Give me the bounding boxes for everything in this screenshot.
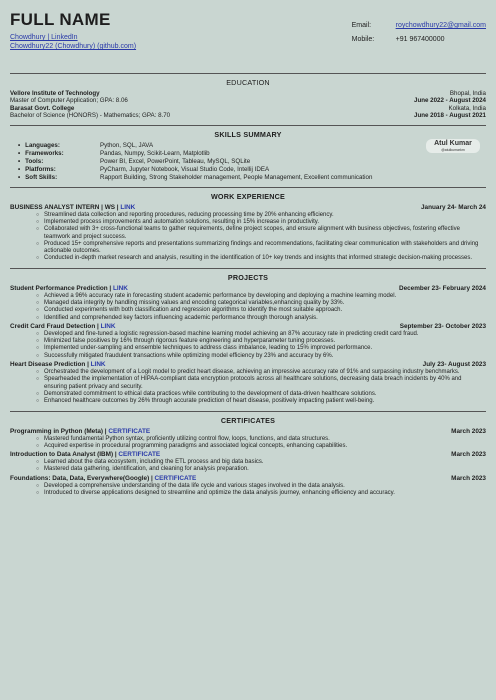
bullet-item: ○ Mastered fundamental Python syntax, proficiently utilizing control flow, loops, functions, and data structures.: [44, 436, 486, 443]
experience-heading: WORK EXPERIENCE: [10, 187, 486, 201]
skill-category: • Platforms:: [18, 166, 100, 174]
certificate-entry-header: [10, 475, 486, 483]
bullet-item: ○ Learned about the data ecosystem, including the ETL process and big data basics.: [44, 459, 486, 466]
project-dates: December 23- February 2024: [398, 284, 486, 292]
mobile-label: Mobile:: [351, 36, 375, 43]
education-section: [10, 90, 486, 120]
bullet-item: ○ Demonstrated commitment to ethical data practices while contributing to the development of data-driven healthcare solutions.: [44, 391, 486, 398]
skill-category: • Languages:: [18, 142, 100, 150]
bullet-item: ○ Identified and comprehended key factors influencing academic performance through thorough analysis.: [44, 315, 486, 322]
experience-bullets: [10, 212, 486, 263]
bullet-item: ○ Achieved a 96% accuracy rate in forecasting student academic performance by developing and deploying a machine learning model.: [44, 293, 486, 300]
bullet-item: ○ Minimized false positives by 16% through rigorous feature engineering and hyperparameter tuning processes.: [44, 338, 486, 345]
candidate-name: FULL NAME: [10, 10, 111, 29]
resume-header: [10, 10, 486, 68]
bullet-item: ○ Successfully mitigated fraudulent transactions while optimizing model efficiency by 23% and accuracy by 6%.: [44, 353, 486, 360]
github-link[interactable]: Chowdhury22 (Chowdhury) (github.com): [10, 43, 137, 50]
certificate-link[interactable]: CERTIFICATE: [108, 427, 151, 435]
project-entry-header: [10, 285, 486, 293]
degree: Master of Computer Application; GPA: 8.06: [10, 97, 128, 105]
certificate-date: March 2023: [451, 427, 486, 435]
certificate-date: March 2023: [451, 474, 486, 482]
skill-values: Power BI, Excel, PowerPoint, Tableau, MySQL, SQLite: [100, 157, 251, 165]
project-name: Credit Card Fraud Detection |: [10, 322, 101, 330]
skill-category: • Frameworks:: [18, 150, 100, 158]
watermark-text: Atul Kumar: [434, 139, 472, 147]
education-dates: June 2022 - August 2024: [414, 97, 486, 105]
bullet-item: ○ Spearheaded the implementation of HIPAA-compliant data encryption protocols across all healthcare solutions, decreasing data breach incidents by 40% and ensuring patient privacy and security.: [44, 376, 486, 391]
experience-entry-header: [10, 204, 486, 212]
project-entry-header: [10, 323, 486, 331]
skills-heading: SKILLS SUMMARY: [10, 125, 486, 139]
skill-row: [18, 174, 486, 182]
certificate-bullets: [10, 483, 486, 498]
mobile-number: +91 967400000: [395, 36, 445, 43]
watermark-badge: [426, 139, 480, 153]
education-item: [10, 90, 486, 105]
project-dates: September 23- October 2023: [399, 322, 486, 330]
skill-values: Python, SQL, JAVA: [100, 141, 154, 149]
school-name: Barasat Govt. College: [10, 104, 75, 112]
certificate-bullets: [10, 459, 486, 474]
bullet-item: ○ Implemented under-sampling and ensemble techniques to address class imbalance, leading to 15% improved performance.: [44, 345, 486, 352]
certificate-name: Foundations: Data, Data, Everywhere(Google) |: [10, 474, 155, 482]
experience-dates: January 24- March 24: [420, 203, 486, 211]
experience-link[interactable]: LINK: [120, 203, 136, 211]
skill-values: Pandas, Numpy, Scikit-Learn, Matplotlib: [100, 149, 210, 157]
certificate-date: March 2023: [451, 451, 486, 459]
certificate-link[interactable]: CERTIFICATE: [154, 474, 197, 482]
bullet-item: ○ Enhanced healthcare outcomes by 26% through accurate prediction of heart disease, positively impacting patient well-being.: [44, 398, 486, 405]
skill-category: • Soft Skills:: [18, 174, 100, 182]
certificate-entry-header: [10, 428, 486, 436]
school-name: Vellore Institute of Technology: [10, 90, 100, 97]
skill-values: PyCharm, Jupyter Notebook, Visual Studio Code, Intellij IDEA: [100, 165, 270, 173]
certificate-name: Programming in Python (Meta) |: [10, 427, 109, 435]
education-heading: EDUCATION: [10, 73, 486, 87]
email-label: Email:: [351, 22, 372, 29]
bullet-item: ○ Orchestrated the development of a Logit model to predict heart disease, achieving an impressive accuracy rate of 91% and surpassing industry benchmarks.: [44, 369, 486, 376]
bullet-item: ○ Managed data integrity by handling missing values and encoding categorical variables,enhancing quality by 33%.: [44, 300, 486, 307]
bullet-item: ○ Acquired expertise in procedural programming paradigms and associated logical concepts, enhancing capabilities.: [44, 443, 486, 450]
project-link[interactable]: LINK: [90, 361, 106, 369]
skill-row: [18, 139, 486, 150]
resume-page: [10, 0, 486, 497]
certificate-bullets: [10, 436, 486, 451]
skill-row: [18, 166, 486, 174]
skill-category: • Tools:: [18, 158, 100, 166]
skills-section: [10, 139, 486, 182]
education-dates: June 2018 - August 2021: [414, 112, 486, 120]
bullet-item: ○ Developed a comprehensive understanding of the data life cycle and various stages involved in the data analysis.: [44, 483, 486, 490]
linkedin-link[interactable]: Chowdhury | LinkedIn: [10, 34, 78, 41]
certificate-name: Introduction to Data Analyst (IBM) |: [10, 451, 119, 459]
project-entry-header: [10, 361, 486, 369]
certificates-heading: CERTIFICATES: [10, 411, 486, 425]
project-dates: July 23- August 2023: [422, 361, 486, 369]
degree: Bachelor of Science (HONORS) - Mathematics; GPA: 8.70: [10, 112, 171, 120]
project-bullets: [10, 369, 486, 405]
watermark-handle: @atulkumarkm: [441, 147, 465, 152]
project-name: Heart Disease Prediction |: [10, 361, 91, 369]
job-title: BUSINESS ANALYST INTERN | WS |: [10, 203, 121, 211]
bullet-item: ○ Developed and fine-tuned a logistic regression-based machine learning model achieving an 87% accuracy rate in predicting credit card fraud.: [44, 331, 486, 338]
bullet-item: ○ Mastered data gathering, identification, and cleaning for analysis preparation.: [44, 466, 486, 473]
bullet-item: ○ Produced 15+ comprehensive reports and presentations summarizing findings and recommendations, facilitating clear communication with stakeholders and driving actionable outcomes.: [44, 241, 486, 256]
project-bullets: [10, 331, 486, 360]
school-location: Kolkata, India: [448, 104, 486, 112]
bullet-item: ○ Implemented process improvements and automation solutions, resulting in 15% increase in productivity.: [44, 219, 486, 226]
project-link[interactable]: LINK: [113, 284, 128, 292]
project-name: Student Performance Prediction |: [10, 284, 113, 292]
contact-info: [352, 19, 486, 47]
skill-row: [18, 158, 486, 166]
bullet-item: ○ Conducted in-depth market research and analysis, resulting in the identification of 10+ key trends and insights that informed strategic decision-making processes.: [44, 255, 486, 262]
certificate-entry-header: [10, 451, 486, 459]
projects-section: [10, 285, 486, 406]
certificate-link[interactable]: CERTIFICATE: [118, 451, 161, 459]
bullet-item: ○ Streamlined data collection and reporting procedures, reducing processing time by 20% enhancing efficiency.: [44, 212, 486, 219]
email-link[interactable]: roychowdhury22@gmail.com: [395, 22, 486, 29]
education-item: [10, 105, 486, 120]
project-bullets: [10, 293, 486, 322]
experience-section: [10, 204, 486, 263]
projects-heading: PROJECTS: [10, 268, 486, 282]
skill-values: Rapport Building, Strong Stakeholder management, People Management, Excellent communication: [100, 173, 373, 181]
project-link[interactable]: LINK: [100, 322, 116, 330]
school-location: Bhopal, India: [449, 90, 486, 97]
certificates-section: [10, 428, 486, 498]
bullet-item: ○ Collaborated with 3+ cross-functional teams to gather requirements, define project scopes, and ensure alignment with business objectives, fostering effective teamwork and project success.: [44, 226, 486, 241]
bullet-item: ○ Conducted experiments with both classification and regression algorithms to identify the most suitable approach.: [44, 307, 486, 314]
bullet-item: ○ Introduced to diverse applications designed to streamline and optimize the data analysis journey, enhancing efficiency and accuracy.: [44, 490, 486, 497]
